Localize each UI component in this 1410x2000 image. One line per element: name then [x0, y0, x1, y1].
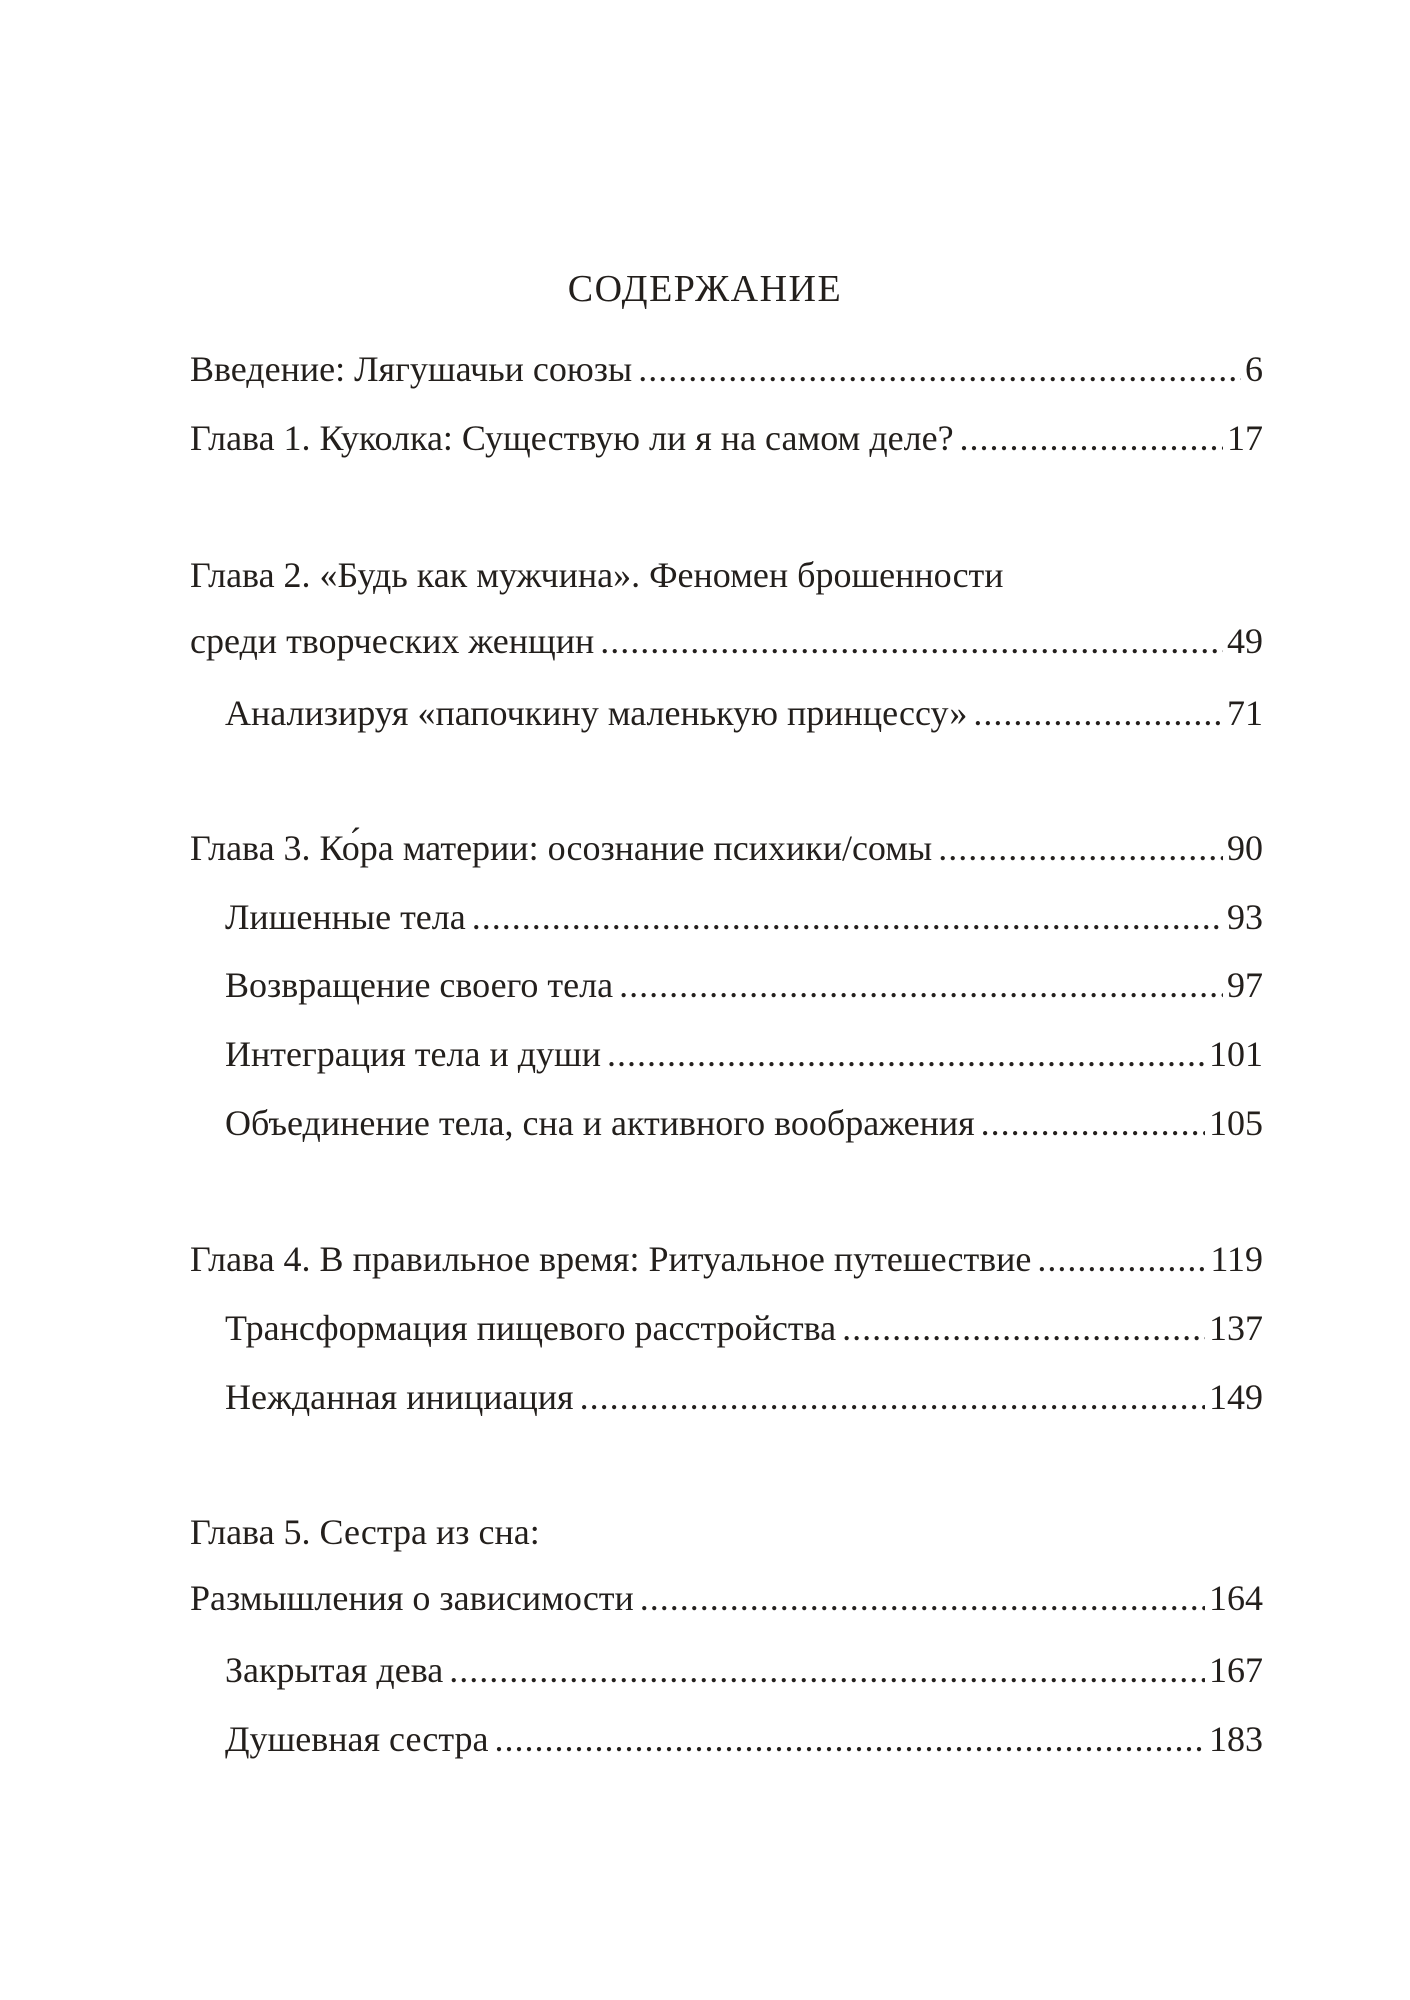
toc-entry-line: [225, 952, 1263, 1018]
toc-entry-line: [190, 1565, 1263, 1631]
dot-leader: [960, 405, 1223, 471]
toc-entry-page: 119: [1210, 1239, 1263, 1279]
dot-leader: [638, 336, 1241, 402]
toc-entry-page: 164: [1209, 1578, 1263, 1618]
toc-entry-body-soul-integration[interactable]: [225, 1021, 1263, 1087]
toc-entry-line: [225, 884, 1263, 950]
dot-leader: [472, 884, 1223, 950]
toc-entry-chapter-4[interactable]: [190, 1226, 1263, 1292]
toc-entry-label: Нежданная инициация: [225, 1377, 574, 1417]
dot-leader: [981, 1090, 1205, 1156]
toc-entry-unexpected-initiation[interactable]: [225, 1364, 1263, 1430]
toc-entry-line: [225, 1364, 1263, 1430]
toc-entry-page: 105: [1209, 1103, 1263, 1143]
toc-entry-line: [225, 1637, 1263, 1703]
toc-entry-line: [190, 608, 1263, 674]
toc-entry-line: [225, 1295, 1263, 1361]
toc-entry-label: Глава 3. Ко́ра материи: осознание психики/сомы: [190, 828, 933, 868]
toc-entry-body-dream-imagination[interactable]: [225, 1090, 1263, 1156]
toc-entry-label-first-line: Глава 5. Сестра из сна:: [190, 1512, 540, 1552]
dot-leader: [607, 1021, 1205, 1087]
toc-entry-label: Интеграция тела и души: [225, 1034, 602, 1074]
toc-entry-page: 6: [1245, 349, 1263, 389]
toc-entry-soul-sister[interactable]: [225, 1706, 1263, 1772]
toc-entry-chapter-5[interactable]: [190, 1499, 1263, 1631]
toc-entry-closed-maiden[interactable]: [225, 1637, 1263, 1703]
toc-entry-line: [225, 680, 1263, 746]
toc-entry-page: 90: [1227, 828, 1263, 868]
toc-entry-introduction[interactable]: [190, 336, 1263, 402]
toc-entry-label: Душевная сестра: [225, 1719, 489, 1759]
toc-entry-page: 93: [1227, 897, 1263, 937]
toc-entry-label: Закрытая дева: [225, 1650, 444, 1690]
toc-entry-line: [190, 405, 1263, 471]
toc-entry-label: Глава 4. В правильное время: Ритуальное путешествие: [190, 1239, 1032, 1279]
toc-title: СОДЕРЖАНИЕ: [567, 268, 843, 310]
dot-leader: [1037, 1226, 1206, 1292]
dot-leader: [449, 1637, 1205, 1703]
toc-entry-label: Объединение тела, сна и активного воображения: [225, 1103, 975, 1143]
toc-entry-line: [225, 1706, 1263, 1772]
dot-leader: [600, 608, 1223, 674]
toc-entry-label: Возвращение своего тела: [225, 965, 614, 1005]
toc-entry-label: Трансформация пищевого расстройства: [225, 1308, 837, 1348]
toc-entry-label: Размышления о зависимости: [190, 1578, 634, 1618]
toc-entry-page: 97: [1227, 965, 1263, 1005]
toc-entry-label: Глава 1. Куколка: Существую ли я на самом деле?: [190, 418, 954, 458]
toc-entry-reclaiming-body[interactable]: [225, 952, 1263, 1018]
toc-entry-page: 101: [1209, 1034, 1263, 1074]
toc-entry-label: Лишенные тела: [225, 897, 466, 937]
toc-entry-eating-disorder[interactable]: [225, 1295, 1263, 1361]
toc-entry-page: 17: [1227, 418, 1263, 458]
dot-leader: [619, 952, 1223, 1018]
toc-entry-line: [190, 336, 1263, 402]
toc-entry-line: [190, 815, 1263, 881]
toc-entry-chapter-2[interactable]: [190, 542, 1263, 674]
toc-entry-label: Введение: Лягушачьи союзы: [190, 349, 633, 389]
toc-entry-label: среди творческих женщин: [190, 621, 595, 661]
toc-entry-label-first-line: Глава 2. «Будь как мужчина». Феномен брошенности: [190, 555, 1004, 595]
dot-leader: [842, 1295, 1205, 1361]
toc-entry-line: [225, 1021, 1263, 1087]
toc-entry-page: 149: [1209, 1377, 1263, 1417]
toc-entry-page: 49: [1227, 621, 1263, 661]
dot-leader: [494, 1706, 1205, 1772]
toc-entry-label: Анализируя «папочкину маленькую принцессу»: [225, 693, 968, 733]
dot-leader: [938, 815, 1223, 881]
toc-entry-line: [190, 1226, 1263, 1292]
toc-entry-chapter-1[interactable]: [190, 405, 1263, 471]
dot-leader: [580, 1364, 1205, 1430]
toc-entry-page: 183: [1209, 1719, 1263, 1759]
toc-entry-daddys-princess[interactable]: [225, 680, 1263, 746]
dot-leader: [973, 680, 1223, 746]
toc-entry-line: [225, 1090, 1263, 1156]
dot-leader: [640, 1565, 1205, 1631]
toc-entry-chapter-3[interactable]: [190, 815, 1263, 881]
toc-entry-page: 137: [1209, 1308, 1263, 1348]
toc-entry-page: 71: [1227, 693, 1263, 733]
toc-entry-page: 167: [1209, 1650, 1263, 1690]
toc-entry-bodiless[interactable]: [225, 884, 1263, 950]
